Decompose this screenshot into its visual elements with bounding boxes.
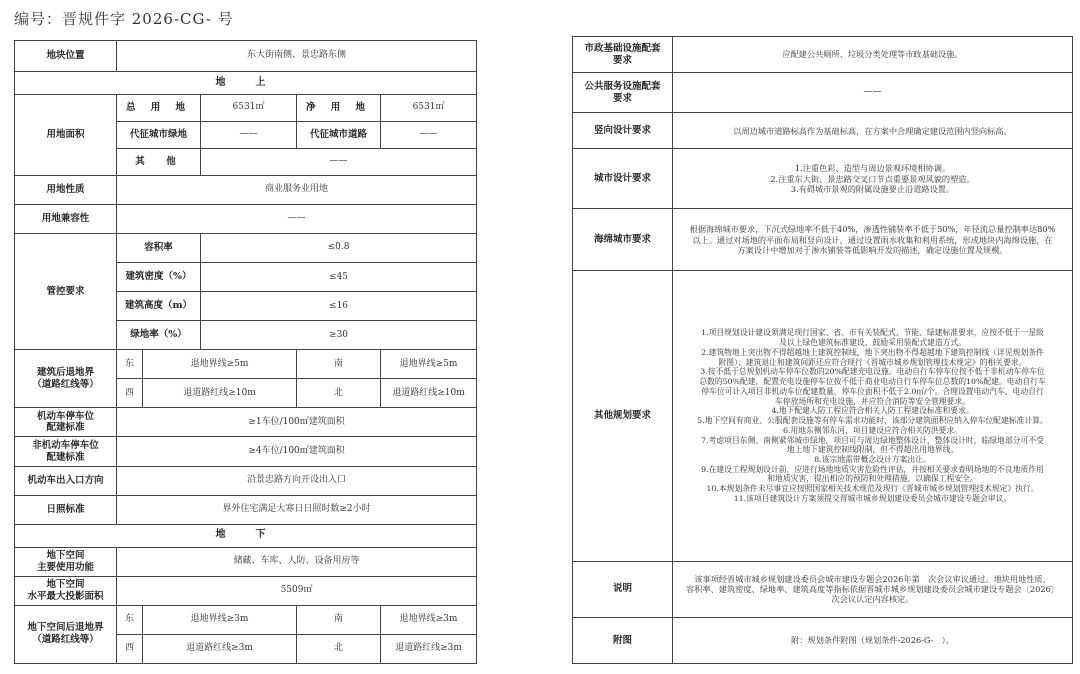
attachment-label: 附图	[573, 617, 673, 663]
other-requirement-line: 2.建筑物地上突出物不得超越地上建筑控制线，地下突出物不得超越地下建筑控制线（详见规划条件	[701, 347, 1044, 357]
far-value: ≤0.8	[201, 234, 477, 263]
ug-setback-south-value: 退地界线≥3m	[381, 605, 477, 634]
underground-use-label-line2: 主要使用功能	[36, 561, 94, 573]
other-requirement-line: 及以上绿色建筑标准建设，鼓励采用装配式建造方式。	[778, 338, 967, 348]
land-compat-value: ——	[117, 204, 477, 233]
height-value: ≤16	[201, 292, 477, 321]
other-requirement-line: 附图）；建筑退让和建筑间距还应符合现行《晋城市城乡规划管理技术规定》的相关要求。	[718, 357, 1027, 367]
land-area-label: 用地面积	[15, 94, 117, 175]
sunlight-value: 界外住宅满足大寒日日照时数≥2小时	[117, 495, 477, 524]
other-requirement-line: 6.用地东侧邻东河，项目建设应符合相关防洪要求。	[783, 425, 962, 435]
planning-conditions-table-right	[572, 36, 1073, 664]
other-requirement-line: 3.按不低于总规划机动车停车位数的20%配建充电设施。电动自行车停车位按不低于非机动车停车位	[700, 367, 1045, 377]
nonmotor-parking-label-line2: 配建标准	[46, 451, 85, 463]
document-number: 编号：晋规件字 2026-CG- 号	[14, 10, 234, 28]
dir-east: 东	[117, 350, 143, 379]
nonmotor-parking-value: ≥4车位/100㎡建筑面积	[117, 437, 477, 466]
ug-setback-west-value: 退道路红线≥3m	[143, 634, 297, 663]
sponge-city-line: 根据海绵城市要求，下沉式绿地率不低于40%，渗透性铺装率不低于50%，年径流总量控制率达80%	[689, 224, 1056, 235]
urban-design-label: 城市设计要求	[573, 149, 673, 209]
underground-area-label-line1: 地下空间	[46, 578, 85, 590]
sponge-city-label: 海绵城市要求	[573, 209, 673, 271]
below-ground-section-title: 地 下	[15, 524, 477, 547]
ug-setback-label-line1: 地下空间后退地界	[27, 622, 104, 634]
underground-use-value: 储藏、车库、人防、设备用房等	[117, 547, 477, 576]
ug-setback-east-value: 退地界线≥3m	[143, 605, 297, 634]
underground-area-label	[15, 576, 117, 605]
setback-label-line2: （道路红线等）	[32, 378, 99, 390]
sponge-city-line: 以上。通过对场地的平面布局和竖向设计，通过设置雨水收集和利用系统，形成地块内海绵设施，在	[692, 234, 1053, 245]
vertical-design-label: 竖向设计要求	[573, 113, 673, 149]
net-land-label: 净 用 地	[297, 94, 381, 121]
urban-design-line: 1.注重色彩、造型与周边景观环境相协调。	[794, 163, 951, 174]
attachment-value: 附：规划条件附图（规划条件-2026-G- ）。	[673, 617, 1073, 663]
other-requirement-line: 和地质灾害，提出相应的预防和处理措施，以确保工程安全。	[767, 474, 978, 484]
urban-design-line: 2.注重东大街、景忠路交叉口节点重要景观风貌的塑造。	[770, 173, 975, 184]
setback-north-value: 退道路红线≥10m	[381, 379, 477, 408]
ug-setback-label	[15, 605, 117, 663]
dir-north: 北	[297, 379, 381, 408]
other-requirement-line: 停车位可计入项目非机动车位配建数量，停车位面积不低于2.0㎡/个。合理设置电动汽车、电动自行	[701, 386, 1044, 396]
municipal-label-line1: 市政基础设施配套	[584, 42, 661, 54]
motor-parking-label-line2: 配建标准	[46, 422, 85, 434]
note-label: 说明	[573, 561, 673, 617]
other-land-label: 其 他	[117, 148, 201, 175]
other-requirements-label: 其他规划要求	[573, 271, 673, 561]
setback-south-value: 退地界线≥5m	[381, 350, 477, 379]
other-requirement-line: 8.该宗地需带概念设计方案出让。	[814, 455, 931, 464]
underground-use-label	[15, 547, 117, 576]
setback-label	[15, 350, 117, 408]
other-requirement-line: 地上地下建筑控制线限制，但不得超出用地界线。	[786, 445, 959, 455]
entrance-label: 机动车出入口方向	[15, 466, 117, 495]
other-requirement-line: 11.该项目建筑设计方案须提交晋城市城乡规划建设委员会城市建设专题会审议。	[733, 493, 1012, 503]
nonmotor-parking-label-line1: 非机动车停车位	[32, 439, 99, 451]
net-land-value: 6531㎡	[381, 94, 477, 121]
green-land-label: 代征城市绿地	[117, 121, 201, 148]
other-land-value: ——	[201, 148, 477, 175]
vertical-design-value: 以周边城市道路标高作为基础标高，在方案中合理确定建设范围内竖向标高。	[673, 113, 1073, 149]
other-requirement-line: 9.在建设工程规划设计前，应进行场地地质灾害危险性评估，并按相关要求查明场地的不良地质作用	[701, 464, 1044, 474]
ug-setback-label-line2: （道路红线等）	[32, 634, 99, 646]
land-compat-label: 用地兼容性	[15, 204, 117, 233]
underground-use-label-line1: 地下空间	[46, 549, 85, 561]
note-line: 次会议认定内容核定。	[831, 594, 914, 605]
height-label: 建筑高度（m）	[117, 292, 201, 321]
ug-dir-west: 西	[117, 634, 143, 663]
municipal-label-line2: 要求	[612, 54, 632, 66]
ug-dir-north: 北	[297, 634, 381, 663]
control-label: 管控要求	[15, 234, 117, 350]
land-nature-label: 用地性质	[15, 175, 117, 204]
planning-conditions-table-left	[14, 40, 477, 664]
motor-parking-label-line1: 机动车停车位	[36, 410, 94, 422]
municipal-value: 应配建公共厕所、垃圾分类处理等市政基础设施。	[673, 37, 1073, 73]
public-service-label	[573, 73, 673, 113]
underground-area-label-line2: 水平最大投影面积	[27, 590, 104, 602]
public-service-value: ——	[673, 73, 1073, 113]
other-requirement-line: 7.考虑项目东侧、南侧紧邻城市绿地，项目可与周边绿地整体设计，整体设计时，临绿地部分可不受	[701, 435, 1044, 445]
density-value: ≤45	[201, 263, 477, 292]
other-requirement-line: 4.地下配建人防工程应符合相关人防工程建设标准和要求。	[771, 406, 974, 416]
ug-dir-east: 东	[117, 605, 143, 634]
note-value	[673, 561, 1073, 617]
land-nature-value: 商业服务业用地	[117, 175, 477, 204]
dir-south: 南	[297, 350, 381, 379]
ug-setback-north-value: 退道路红线≥3m	[381, 634, 477, 663]
dir-west: 西	[117, 379, 143, 408]
far-label: 容积率	[117, 234, 201, 263]
density-label: 建筑密度（%）	[117, 263, 201, 292]
setback-west-value: 退道路红线≥10m	[143, 379, 297, 408]
road-land-label: 代征城市道路	[297, 121, 381, 148]
public-service-label-line2: 要求	[612, 92, 632, 104]
ug-dir-south: 南	[297, 605, 381, 634]
entrance-value: 沿景忠路方向开设出入口	[117, 466, 477, 495]
sunlight-label: 日照标准	[15, 495, 117, 524]
other-requirements-value	[673, 271, 1073, 561]
setback-east-value: 退地界线≥5m	[143, 350, 297, 379]
total-land-label: 总 用 地	[117, 94, 201, 121]
urban-design-line: 3.有碍城市景观的附属设施要止沿道路设置。	[790, 183, 955, 194]
green-land-value: ——	[201, 121, 297, 148]
setback-label-line1: 建筑后退地界	[36, 366, 94, 378]
other-requirement-line: 1.项目规划设计建设须满足现行国家、省、市有关装配式、节能、绿建标准要求，应按不低于一星级	[701, 328, 1044, 338]
note-line: 该事项经晋城市城乡规划建设委员会城市建设专题会2026年第 次会议审议通过。地块用地性质、	[694, 573, 1051, 584]
note-line: 容积率、建筑密度、绿地率、建筑高度等指标依据晋城市城乡规划建设委员会城市建设专题会〔2026〕	[686, 584, 1059, 595]
total-land-value: 6531㎡	[201, 94, 297, 121]
municipal-label	[573, 37, 673, 73]
public-service-label-line1: 公共服务设施配套	[584, 80, 661, 92]
location-value: 东大街南侧、景忠路东侧	[117, 41, 477, 72]
green-rate-value: ≥30	[201, 321, 477, 350]
road-land-value: ——	[381, 121, 477, 148]
above-ground-section-title: 地 上	[15, 72, 477, 95]
underground-area-value: 5509㎡	[117, 576, 477, 605]
sponge-city-line: 方案设计中增加对于渗水铺装等低影响开发的描述，确定设施位置及规模。	[737, 244, 1008, 255]
sponge-city-value	[673, 209, 1073, 271]
other-requirement-line: 5.地下空间有商业、公服配套设施等有停车需求功能时，该部分建筑面积应纳入停车位配建标准计算。	[697, 416, 1048, 426]
row-location	[15, 41, 477, 72]
green-rate-label: 绿地率（%）	[117, 321, 201, 350]
motor-parking-label	[15, 408, 117, 437]
other-requirement-line: 10.本规划条件未尽事宜应按照国家相关技术规范及现行《晋城市城乡规划管理技术规定》执行。	[706, 484, 1039, 494]
nonmotor-parking-label	[15, 437, 117, 466]
motor-parking-value: ≥1车位/100㎡建筑面积	[117, 408, 477, 437]
other-requirement-line: 车停放场所和充电设施，并应符合消防等安全管理要求。	[775, 396, 970, 406]
urban-design-value	[673, 149, 1073, 209]
other-requirement-line: 总数的50%配建，配置充电设施停车位按不低于商业电动自行车停车位总数的10%配建。电动自行车	[699, 377, 1046, 387]
location-label: 地块位置	[15, 41, 117, 72]
